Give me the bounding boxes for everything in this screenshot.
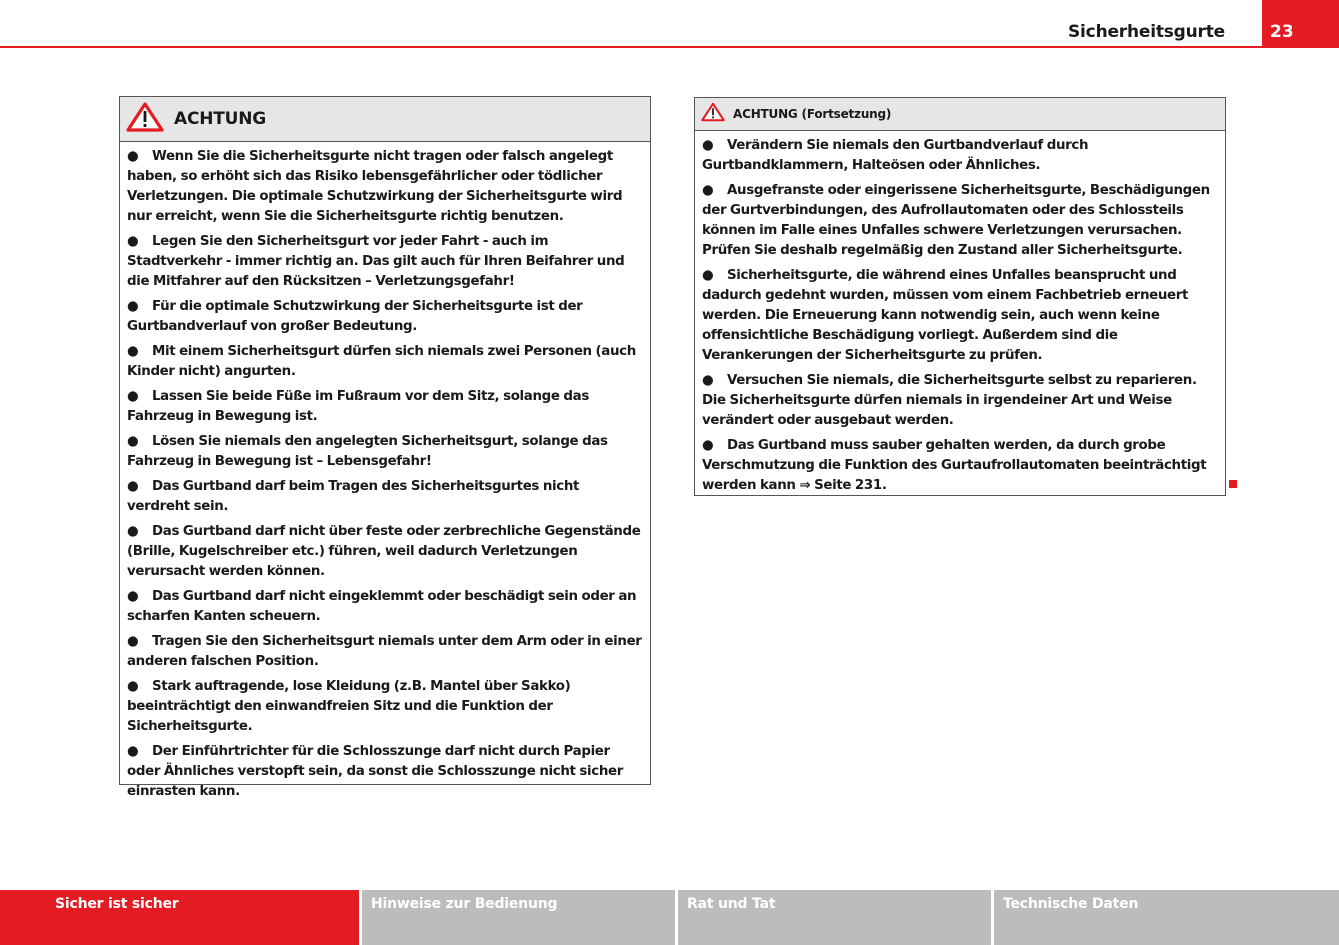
bullet-icon: ● [127,234,139,249]
header-rule [0,46,1262,48]
page-number-box [1262,0,1339,48]
bullet-icon: ● [127,589,139,604]
warning-list [695,131,1225,496]
warning-item: ● Mit einem Sicherheitsgurt dürfen sich niemals zwei Personen (auch Kinder nicht) angurten. [127,344,636,379]
warning-item: ● Ausgefranste oder eingerissene Sicherheitsgurte, Beschädigungen der Gurtverbindungen, des Aufrollautomaten oder des Schlossteils können im Falle eines Unfalles schwere Verletzungen verursachen. Prüfen Sie deshalb regelmäßig den Zustand aller Sicherheitsgurte. [702,183,1210,258]
warning-item: ● Das Gurtband darf beim Tragen des Sicherheitsgurtes nicht verdreht sein. [127,479,580,514]
warning-header [120,97,650,142]
section-title: Sicherheitsgurte [1068,22,1225,42]
bullet-icon: ● [702,138,714,153]
bullet-icon: ● [127,299,139,314]
bullet-icon: ● [127,679,139,694]
warning-item: ● Wenn Sie die Sicherheitsgurte nicht tragen oder falsch angelegt haben, so erhöht sich das Risiko lebensgefährlicher oder tödlicher Verletzungen. Die optimale Schutzwirkung der Sicherheitsgurte wird nur erreicht, wenn Sie die Sicherheitsgurte richtig benutzen. [127,149,623,224]
warning-box-continued [694,97,1226,496]
bullet-icon: ● [127,344,139,359]
chapter-nav [0,890,1339,945]
warning-title: ACHTUNG [174,109,267,129]
chapter-tab-sicher-ist-sicher[interactable]: Sicher ist sicher [0,890,359,945]
bullet-icon: ● [127,634,139,649]
bullet-icon: ● [127,524,139,539]
bullet-icon: ● [127,149,139,164]
warning-item: ● Tragen Sie den Sicherheitsgurt niemals unter dem Arm oder in einer anderen falschen Position. [127,634,642,669]
bullet-icon: ● [702,183,714,198]
warning-item: ● Sicherheitsgurte, die während eines Unfalles beansprucht und dadurch gedehnt wurden, müssen vom einem Fachbetrieb erneuert werden. Die Erneuerung kann notwendig sein, auch wenn keine offensichtliche Beschädigung vorliegt. Außerdem sind die Verankerungen der Sicherheitsgurte zu prüfen. [702,268,1189,363]
warning-item: ● Das Gurtband darf nicht eingeklemmt oder beschädigt sein oder an scharfen Kanten scheuern. [127,589,637,624]
warning-item: ● Lassen Sie beide Füße im Fußraum vor dem Sitz, solange das Fahrzeug in Bewegung ist. [127,389,589,424]
warning-item: ● Für die optimale Schutzwirkung der Sicherheitsgurte ist der Gurtbandverlauf von großer Bedeutung. [127,299,583,334]
chapter-tab-rat-und-tat[interactable]: Rat und Tat [678,890,991,945]
warning-title: ACHTUNG (Fortsetzung) [733,107,892,121]
warning-header [695,98,1225,131]
warning-item: ● Legen Sie den Sicherheitsgurt vor jeder Fahrt - auch im Stadtverkehr - immer richtig an. Das gilt auch für Ihren Beifahrer und die Mitfahrer auf den Rücksitzen – Verletzungsgefahr! [127,234,625,289]
warning-list [120,142,650,802]
bullet-icon: ● [702,373,714,388]
bullet-icon: ● [127,389,139,404]
bullet-icon: ● [127,479,139,494]
page-reference-link[interactable]: ⇒ Seite 231 [799,478,882,493]
warning-item: ● Das Gurtband darf nicht über feste oder zerbrechliche Gegenstände (Brille, Kugelschreiber etc.) führen, weil dadurch Verletzungen verursacht werden können. [127,524,641,579]
warning-item: ● Lösen Sie niemals den angelegten Sicherheitsgurt, solange das Fahrzeug in Bewegung ist – Lebensgefahr! [127,434,608,469]
warning-item: ● Stark auftragende, lose Kleidung (z.B. Mantel über Sakko) beeinträchtigt den einwandfreien Sitz und die Funktion der Sicherheitsgurte. [127,679,571,734]
bullet-icon: ● [702,438,714,453]
warning-item: ● Versuchen Sie niemals, die Sicherheitsgurte selbst zu reparieren. Die Sicherheitsgurte dürfen niemals in irgendeiner Art und Weise verändert oder ausgebaut werden. [702,373,1197,428]
chapter-tab-technische-daten[interactable]: Technische Daten [994,890,1339,945]
warning-item: ● Verändern Sie niemals den Gurtbandverlauf durch Gurtbandklammern, Halteösen oder Ähnliches. [702,138,1089,173]
bullet-icon: ● [702,268,714,283]
warning-box [119,96,651,799]
warning-item: ● Der Einführtrichter für die Schlosszunge darf nicht durch Papier oder Ähnliches verstopft sein, da sonst die Schlosszunge nicht sicher einrasten kann. [127,744,624,799]
bullet-icon: ● [127,744,139,759]
bullet-icon: ● [127,434,139,449]
section-end-marker [1229,480,1237,488]
page-number: 23 [1270,22,1294,42]
chapter-tab-hinweise-zur-bedienung[interactable]: Hinweise zur Bedienung [362,890,675,945]
warning-triangle-icon [701,102,725,126]
warning-triangle-icon [126,102,164,136]
warning-item: ● Das Gurtband muss sauber gehalten werden, da durch grobe Verschmutzung die Funktion des Gurtaufrollautomaten beeinträchtigt werden kann ⇒ Seite 231. [702,438,1207,493]
